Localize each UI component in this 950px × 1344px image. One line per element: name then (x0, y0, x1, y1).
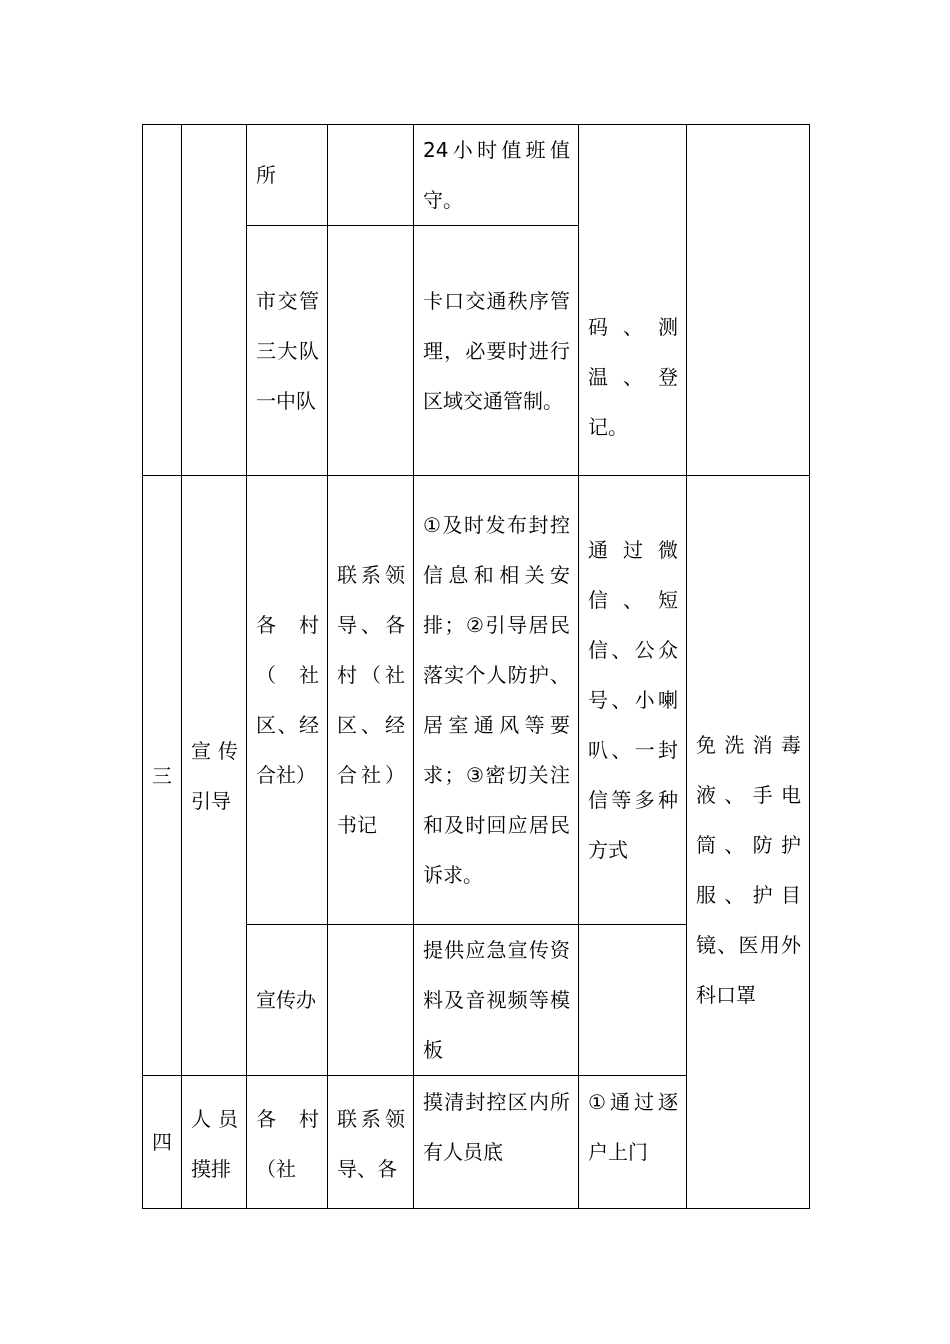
table-cell-unit (247, 1094, 327, 1194)
cell-text: 所 (256, 163, 276, 187)
cell-text: 宣传引导 (191, 738, 238, 813)
cell-text: 各村（社区、经合社） (256, 613, 319, 787)
cell-text: 通过微信、短信、公众号、小喇叭、一封信等多种方式 (588, 538, 678, 862)
table-cell-method (579, 302, 686, 452)
cell-text: 联系领导、各 (337, 1107, 405, 1181)
table-cell-unit (247, 226, 327, 475)
cell-text: ①及时发布封控信息和相关安排；②引导居民落实个人防护、居室通风等要求；③密切关注和及时回应居民诉求。 (423, 513, 570, 887)
table-cell-task (414, 925, 578, 1075)
table-cell-unit (247, 925, 327, 1075)
table-cell-task (414, 476, 578, 924)
cell-text: 人员摸排 (191, 1107, 238, 1181)
cell-text: 宣传办 (256, 988, 316, 1012)
table-cell-responsible (328, 1094, 413, 1194)
table-divider (142, 1075, 686, 1076)
table-cell-category (182, 476, 246, 1075)
table-cell-method (579, 1077, 686, 1197)
cell-text: 码、测温、登记。 (588, 315, 678, 439)
cell-text: 三 (152, 763, 172, 788)
cell-text: 四 (152, 1130, 172, 1154)
table-cell-index (143, 1076, 181, 1208)
table-cell-responsible (328, 476, 413, 924)
table-cell-unit (247, 125, 327, 225)
cell-text: 免洗消毒液、手电筒、防护服、护目镜、医用外科口罩 (696, 733, 801, 1007)
cell-text: 市交管三大队一中队 (256, 288, 319, 413)
table-cell-task (414, 226, 578, 475)
cell-text: 摸清封控区内所有人员底 (423, 1090, 570, 1164)
table-cell-unit (247, 476, 327, 924)
cell-text: 24小时值班值守。 (423, 138, 570, 212)
table-cell-task (414, 125, 578, 225)
cell-text: 联系领导、各村（社区、经合社）书记 (337, 563, 405, 837)
cell-text: 各村（社 (256, 1107, 319, 1181)
table-border-right (809, 124, 810, 1209)
table-cell-task (414, 1077, 578, 1197)
table-cell-category (182, 1094, 246, 1194)
cell-text: ①通过逐户上门 (588, 1090, 678, 1164)
cell-text: 提供应急宣传资料及音视频等模板 (423, 938, 570, 1062)
table-cell-method (579, 476, 686, 924)
table-cell-supplies (687, 476, 809, 1264)
cell-text: 卡口交通秩序管理，必要时进行区域交通管制。 (423, 288, 570, 413)
table-cell-index (143, 476, 181, 1075)
